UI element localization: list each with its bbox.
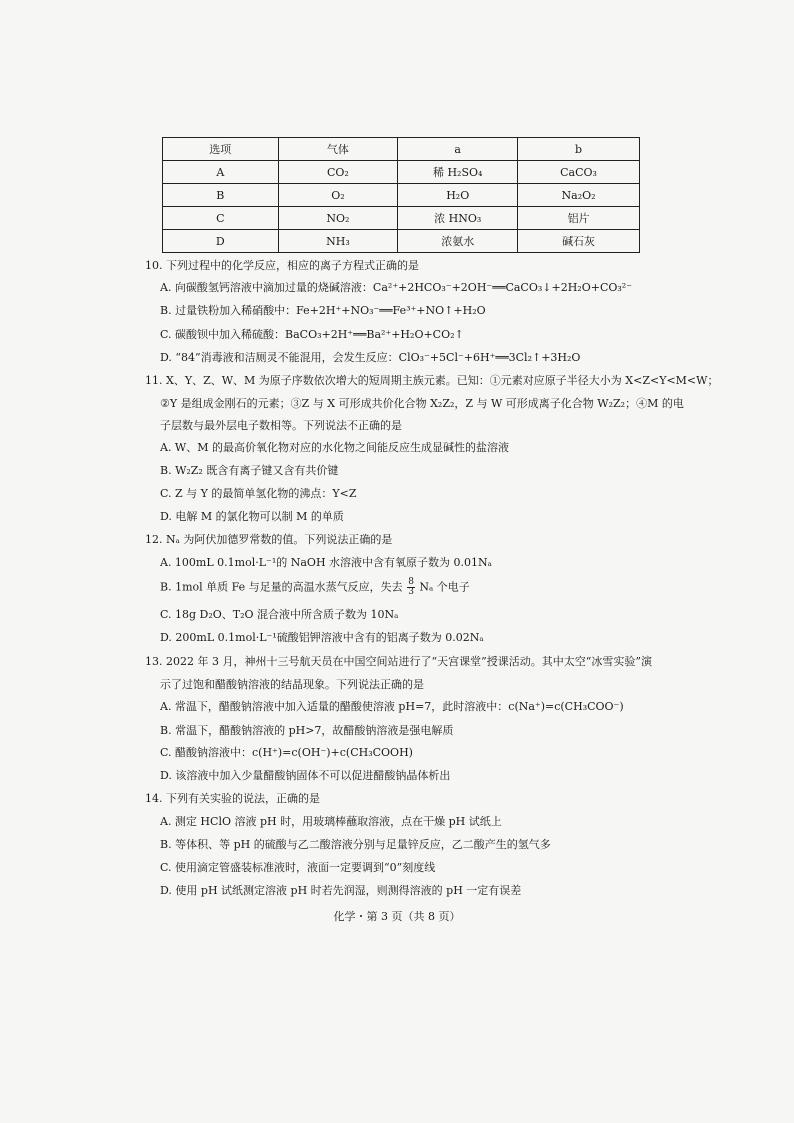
q10-stem: 10. 下列过程中的化学反应，相应的离子方程式正确的是 — [145, 259, 419, 272]
q12-option-a: A. 100mL 0.1mol·L⁻¹的 NaOH 水溶液中含有氧原子数为 0.01Nₐ — [160, 556, 492, 569]
q12-stem: 12. Nₐ 为阿伏加德罗常数的值。下列说法正确的是 — [145, 533, 393, 546]
table-cell: A — [163, 161, 279, 184]
q10-option-a: A. 向碳酸氢钙溶液中滴加过量的烧碱溶液：Ca²⁺+2HCO₃⁻+2OH⁻══CaCO₃↓+2H₂O+CO₃²⁻ — [160, 281, 633, 294]
page-footer: 化学・第 3 页（共 8 页） — [333, 910, 461, 923]
q10-option-b: B. 过量铁粉加入稀硝酸中：Fe+2H⁺+NO₃⁻══Fe³⁺+NO↑+H₂O — [160, 304, 486, 317]
table-header-cell: a — [398, 138, 518, 161]
table-cell: 浓氨水 — [398, 230, 518, 253]
q12-option-d: D. 200mL 0.1mol·L⁻¹硫酸铝钾溶液中含有的铝离子数为 0.02Nₐ — [160, 631, 484, 644]
fraction-denominator: 3 — [408, 587, 414, 597]
table-cell: H₂O — [398, 184, 518, 207]
table-header-row — [163, 138, 640, 161]
q14-stem: 14. 下列有关实验的说法，正确的是 — [145, 792, 320, 805]
q13-stem-line1: 13. 2022 年 3 月，神州十三号航天员在中国空间站进行了“天宫课堂”授课活动。其中太空“冰雪实验”演 — [145, 655, 652, 668]
q11-option-c: C. Z 与 Y 的最简单氢化物的沸点：Y<Z — [160, 487, 357, 500]
table-cell: O₂ — [278, 184, 398, 207]
options-table — [162, 137, 640, 253]
table-cell: CO₂ — [278, 161, 398, 184]
table-cell: 稀 H₂SO₄ — [398, 161, 518, 184]
q11-stem-line2: ②Y 是组成金刚石的元素；③Z 与 X 可形成共价化合物 X₂Z₂，Z 与 W 可形成离子化合物 W₂Z₂；④M 的电 — [160, 397, 684, 410]
q12-option-b-post: Nₐ 个电子 — [419, 580, 470, 594]
q10-option-d: D. “84”消毒液和洁厕灵不能混用，会发生反应：ClO₃⁻+5Cl⁻+6H⁺══3Cl₂↑+3H₂O — [160, 351, 581, 364]
q14-option-c: C. 使用滴定管盛装标准液时，液面一定要调到“0”刻度线 — [160, 861, 436, 874]
q14-option-d: D. 使用 pH 试纸测定溶液 pH 时若先润湿，则测得溶液的 pH 一定有误差 — [160, 884, 522, 897]
table-row — [163, 230, 640, 253]
table-cell: 碱石灰 — [518, 230, 640, 253]
q12-option-b-pre: B. 1mol 单质 Fe 与足量的高温水蒸气反应，失去 — [160, 580, 403, 594]
table-cell: D — [163, 230, 279, 253]
fraction — [407, 578, 415, 597]
q11-stem-line1: 11. X、Y、Z、W、M 为原子序数依次增大的短周期主族元素。已知：①元素对应原子半径大小为 X<Z<Y<M<W； — [145, 374, 719, 387]
table-cell: 浓 HNO₃ — [398, 207, 518, 230]
table-header-cell: b — [518, 138, 640, 161]
q13-option-b: B. 常温下，醋酸钠溶液的 pH>7，故醋酸钠溶液是强电解质 — [160, 724, 454, 737]
table-header-cell: 气体 — [278, 138, 398, 161]
table-cell: NO₂ — [278, 207, 398, 230]
table-row — [163, 207, 640, 230]
q13-stem-line2: 示了过饱和醋酸钠溶液的结晶现象。下列说法正确的是 — [160, 678, 424, 691]
q12-option-b — [160, 578, 470, 597]
q11-stem-line3: 子层数与最外层电子数相等。下列说法不正确的是 — [160, 419, 402, 432]
q13-option-d: D. 该溶液中加入少量醋酸钠固体不可以促进醋酸钠晶体析出 — [160, 769, 451, 782]
table-header-cell: 选项 — [163, 138, 279, 161]
table-cell: CaCO₃ — [518, 161, 640, 184]
q12-option-c: C. 18g D₂O、T₂O 混合液中所含质子数为 10Nₐ — [160, 608, 399, 621]
table-row — [163, 161, 640, 184]
q10-option-c: C. 碳酸钡中加入稀硫酸：BaCO₃+2H⁺══Ba²⁺+H₂O+CO₂↑ — [160, 328, 464, 341]
q13-option-a: A. 常温下，醋酸钠溶液中加入适量的醋酸使溶液 pH=7，此时溶液中：c(Na⁺)=c(CH₃COO⁻) — [160, 700, 624, 713]
table-cell: Na₂O₂ — [518, 184, 640, 207]
q11-option-a: A. W、M 的最高价氧化物对应的水化物之间能反应生成显碱性的盐溶液 — [160, 441, 510, 454]
q11-option-d: D. 电解 M 的氯化物可以制 M 的单质 — [160, 510, 344, 523]
fraction-numerator: 8 — [408, 577, 414, 587]
q14-option-b: B. 等体积、等 pH 的硫酸与乙二酸溶液分别与足量锌反应，乙二酸产生的氢气多 — [160, 838, 551, 851]
q11-option-b: B. W₂Z₂ 既含有离子键又含有共价键 — [160, 464, 339, 477]
table-row — [163, 184, 640, 207]
q14-option-a: A. 测定 HClO 溶液 pH 时，用玻璃棒蘸取溶液，点在干燥 pH 试纸上 — [160, 815, 502, 828]
table-cell: 铝片 — [518, 207, 640, 230]
table-cell: C — [163, 207, 279, 230]
table-cell: NH₃ — [278, 230, 398, 253]
table-cell: B — [163, 184, 279, 207]
q13-option-c: C. 醋酸钠溶液中：c(H⁺)=c(OH⁻)+c(CH₃COOH) — [160, 746, 413, 759]
